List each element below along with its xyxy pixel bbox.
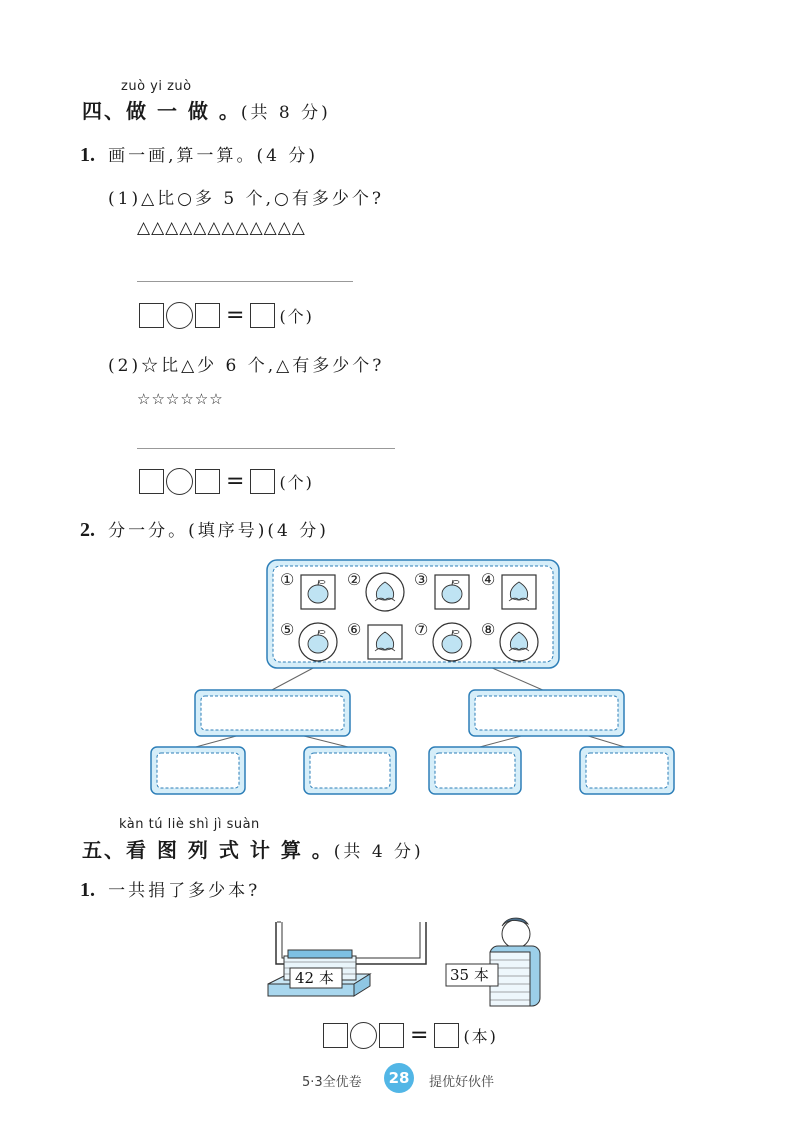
group-box-left[interactable] bbox=[195, 690, 350, 736]
question-number: 1. bbox=[80, 144, 95, 166]
operator-circle[interactable] bbox=[166, 302, 193, 329]
operator-circle[interactable] bbox=[350, 1022, 377, 1049]
item-label: ⑦ bbox=[414, 620, 429, 639]
unit-label: (本) bbox=[463, 1027, 498, 1046]
apple-icon bbox=[442, 635, 462, 653]
section4-points: (共 8 分) bbox=[240, 103, 331, 123]
answer-box[interactable] bbox=[379, 1023, 404, 1048]
connector-line bbox=[476, 735, 525, 748]
classification-diagram bbox=[140, 550, 685, 800]
connector-line bbox=[490, 667, 545, 691]
boy-with-books bbox=[446, 918, 540, 1006]
question-2 bbox=[80, 516, 329, 542]
item-label: ⑤ bbox=[280, 620, 295, 639]
equals-sign: = bbox=[226, 303, 245, 328]
result-box[interactable] bbox=[250, 469, 275, 494]
footer-right-text: 提优好伙伴 bbox=[429, 1075, 495, 1090]
subgroup-box-2[interactable] bbox=[304, 747, 396, 794]
section5-pinyin: kàn tú liè shì jì suàn bbox=[119, 817, 260, 832]
question-text: 分一分。(填序号)(4 分) bbox=[108, 521, 329, 541]
connector-line bbox=[192, 735, 240, 748]
page-number: 28 bbox=[384, 1063, 414, 1093]
subgroup-box-1[interactable] bbox=[151, 747, 245, 794]
subgroup-box-4[interactable] bbox=[580, 747, 674, 794]
result-box[interactable] bbox=[250, 303, 275, 328]
donation-illustration bbox=[258, 912, 558, 1012]
subgroup-box-3[interactable] bbox=[429, 747, 521, 794]
answer-box[interactable] bbox=[139, 469, 164, 494]
item-label: ② bbox=[347, 570, 362, 589]
apple-icon bbox=[442, 585, 462, 603]
answer-box[interactable] bbox=[195, 469, 220, 494]
q3-equation bbox=[323, 1022, 498, 1049]
operator-circle[interactable] bbox=[166, 468, 193, 495]
section5-points: (共 4 分) bbox=[333, 842, 424, 862]
result-box[interactable] bbox=[434, 1023, 459, 1048]
item-label: ③ bbox=[414, 570, 429, 589]
unit-label: (个) bbox=[279, 307, 314, 326]
question-number: 2. bbox=[80, 519, 95, 541]
group-box-right[interactable] bbox=[469, 690, 624, 736]
footer-left-text: 5·3全优卷 bbox=[302, 1075, 362, 1090]
question-1 bbox=[80, 141, 318, 167]
connector-line bbox=[585, 735, 628, 748]
label-42-books: 42 本 bbox=[295, 969, 334, 987]
equals-sign: = bbox=[226, 469, 245, 494]
item-label: ① bbox=[280, 570, 295, 589]
connector-line bbox=[300, 735, 352, 748]
section4-heading bbox=[82, 95, 331, 124]
item-label: ④ bbox=[481, 570, 496, 589]
question-number: 1. bbox=[80, 879, 95, 901]
q1-part1-equation bbox=[139, 302, 314, 329]
question-5-1 bbox=[80, 876, 260, 902]
item-label: ⑧ bbox=[481, 620, 496, 639]
section5-title: 五、看 图 列 式 计 算 。 bbox=[82, 838, 334, 862]
answer-box[interactable] bbox=[139, 303, 164, 328]
apple-icon bbox=[308, 585, 328, 603]
unit-label: (个) bbox=[279, 473, 314, 492]
item-label: ⑥ bbox=[347, 620, 362, 639]
q1-part2-text: (2)☆比△少 6 个,△有多少个? bbox=[108, 356, 385, 376]
equals-sign: = bbox=[410, 1023, 429, 1048]
connector-line bbox=[270, 667, 315, 691]
question-text: 一共捐了多少本? bbox=[108, 881, 261, 901]
q1-part1-text: (1)△比○多 5 个,○有多少个? bbox=[108, 189, 384, 209]
answer-box[interactable] bbox=[323, 1023, 348, 1048]
triangles-row: △△△△△△△△△△△△ bbox=[137, 218, 306, 238]
apple-icon bbox=[308, 635, 328, 653]
drawing-line bbox=[137, 281, 353, 282]
stars-row: ☆☆☆☆☆☆ bbox=[137, 390, 224, 408]
label-35-books: 35 本 bbox=[450, 966, 489, 984]
drawing-line bbox=[137, 448, 395, 449]
section4-title: 四、做 一 做 。 bbox=[82, 99, 241, 123]
section4-pinyin: zuò yi zuò bbox=[121, 79, 192, 94]
q1-part2-equation bbox=[139, 468, 314, 495]
question-text: 画一画,算一算。(4 分) bbox=[108, 146, 318, 166]
section5-heading bbox=[82, 834, 424, 863]
answer-box[interactable] bbox=[195, 303, 220, 328]
